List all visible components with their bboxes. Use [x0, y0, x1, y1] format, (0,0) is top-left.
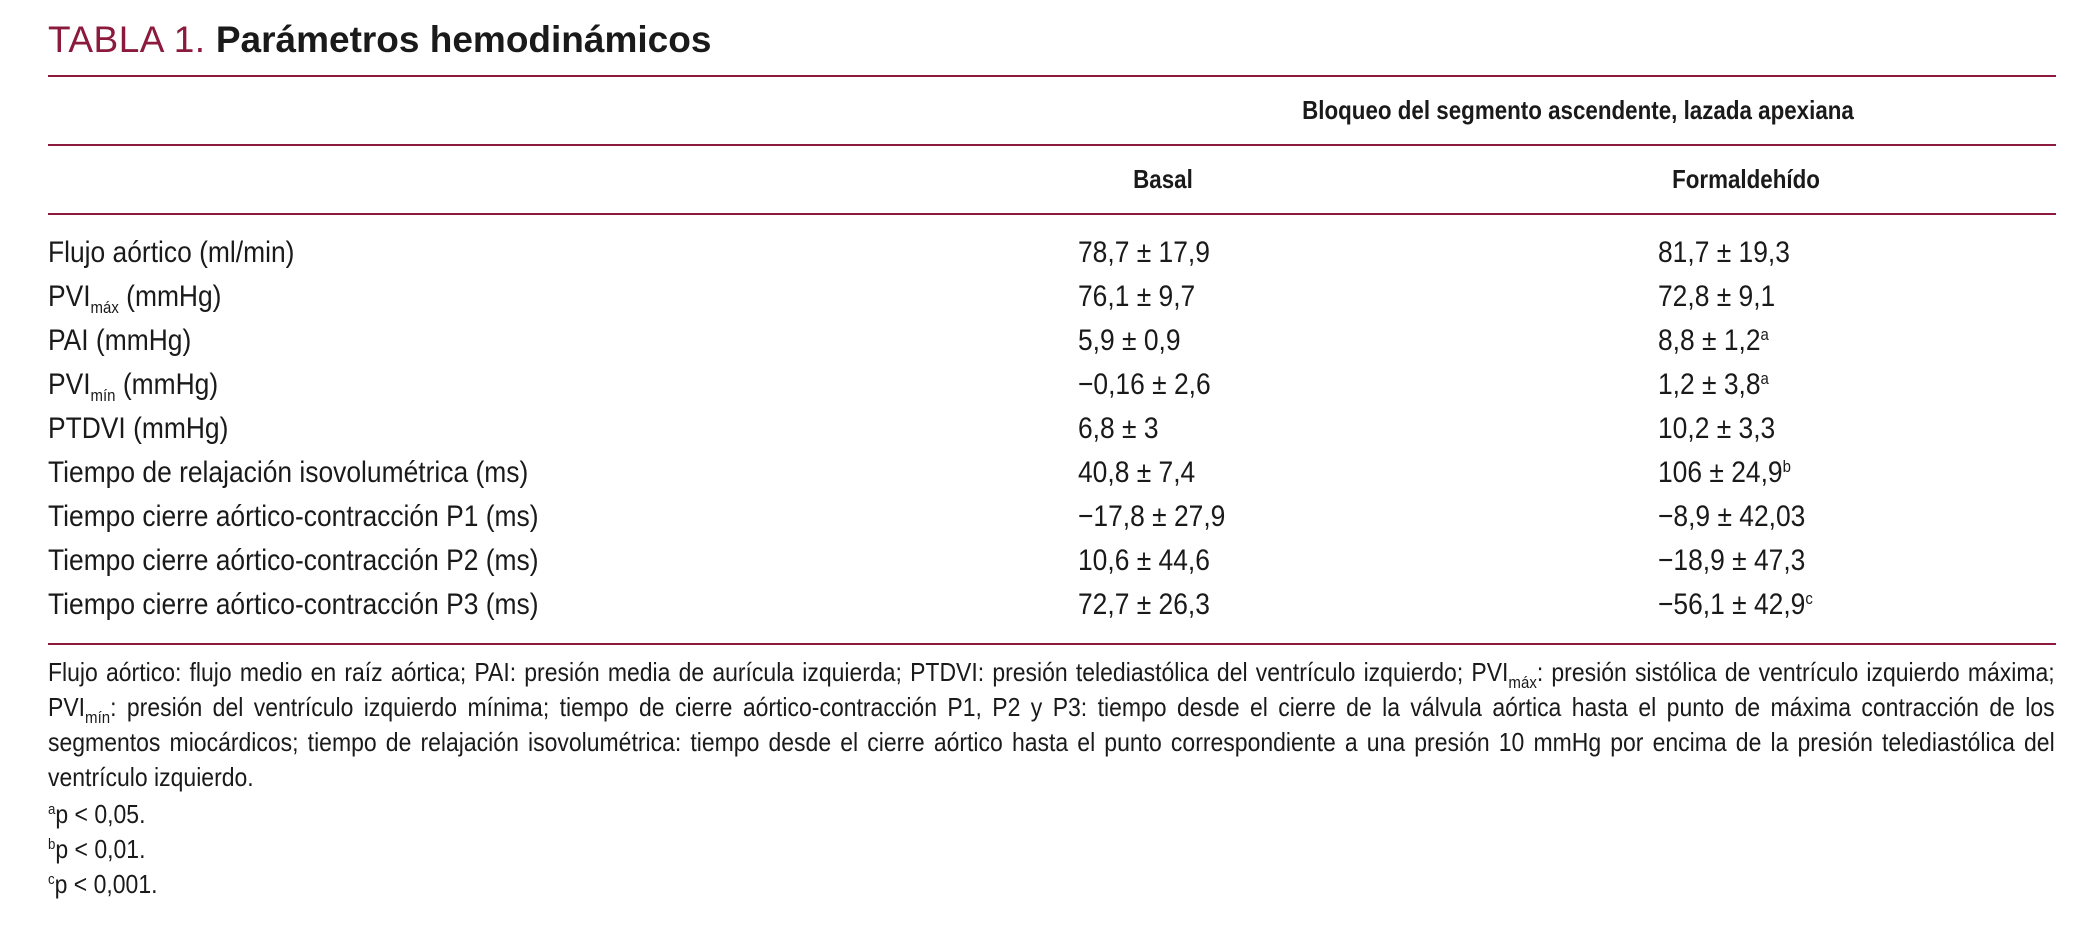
column-header-basal: Basal: [1133, 164, 1193, 194]
footnote-a: [48, 797, 1823, 832]
row-label: Tiempo cierre aórtico-contracción P3 (ms): [48, 588, 539, 621]
row-label-main: PVI: [48, 368, 91, 401]
table-row: [48, 231, 2056, 275]
cell-value: 106 ± 24,9: [1658, 456, 1783, 489]
footnote-b: [48, 832, 1823, 867]
cell-basal: −17,8 ± 27,9: [1078, 500, 1226, 533]
note-subscript: máx: [1508, 673, 1537, 692]
cell-formaldehido: 81,7 ± 19,3: [1658, 236, 1790, 269]
note-text: Flujo aórtico: flujo medio en raíz aórtica; PAI: presión media de aurícula izquierda; PTDVI: presión telediastólica del ventrículo izquierdo; PVI: [48, 657, 1509, 687]
cell-basal: −0,16 ± 2,6: [1078, 368, 1211, 401]
table-row: [48, 319, 2056, 363]
cell-basal: 5,9 ± 0,9: [1078, 324, 1181, 357]
abbreviations-note: [48, 655, 2055, 797]
footnote-text: p < 0,01.: [55, 834, 146, 864]
column-header-formaldehido: Formaldehído: [1672, 164, 1820, 194]
row-label: Tiempo de relajación isovolumétrica (ms): [48, 456, 529, 489]
row-label: PTDVI (mmHg): [48, 412, 229, 445]
cell-basal: 78,7 ± 17,9: [1078, 236, 1210, 269]
table-title: [48, 14, 2056, 66]
cell-basal: 40,8 ± 7,4: [1078, 456, 1196, 489]
cell-formaldehido: 72,8 ± 9,1: [1658, 280, 1776, 313]
table-title-text: Parámetros hemodinámicos: [215, 19, 712, 60]
bottom-rule: [48, 643, 2056, 645]
row-label: [48, 275, 221, 319]
cell-value: −56,1 ± 42,9: [1658, 588, 1806, 621]
column-header-row: [48, 146, 2056, 213]
header-rule: [48, 213, 2056, 215]
row-label: Tiempo cierre aórtico-contracción P2 (ms): [48, 544, 539, 577]
row-label: [48, 363, 218, 407]
footnote-text: p < 0,05.: [55, 799, 146, 829]
table-notes: [48, 655, 2056, 902]
footnote-c: [48, 867, 1823, 902]
significance-mark: a: [1760, 325, 1769, 344]
row-label: PAI (mmHg): [48, 324, 192, 357]
row-label: Flujo aórtico (ml/min): [48, 236, 295, 269]
cell-basal: 72,7 ± 26,3: [1078, 588, 1210, 621]
table-row: [48, 583, 2056, 627]
note-text: : presión del ventrículo izquierdo mínima; tiempo de cierre aórtico-contracción P1, P2 y P3: tiempo desde el cierre de la válvula aórtica hasta el punto de máxima contracción de los segmentos miocárdicos; tiempo de relajación isovolumétrica: tiempo desde el cierre aórtico hasta el punto correspondiente a una presión 10 mmHg por encima de la presión telediastólica del ventrículo izquierdo.: [48, 692, 2055, 792]
table-label: TABLA 1.: [48, 19, 206, 60]
table-row: [48, 407, 2056, 451]
cell-formaldehido: [1658, 451, 1791, 495]
row-label-subscript: mín: [90, 386, 116, 405]
note-text: : presión sistólica de ventrículo izquierdo máxima; PVI: [48, 657, 2055, 722]
significance-mark: c: [1805, 589, 1813, 608]
table-row: [48, 275, 2056, 319]
group-header-row: [48, 77, 2056, 144]
cell-value: 8,8 ± 1,2: [1658, 324, 1761, 357]
cell-formaldehido: [1658, 363, 1769, 407]
cell-basal: 10,6 ± 44,6: [1078, 544, 1210, 577]
row-label-main: PVI: [48, 280, 91, 313]
row-label: Tiempo cierre aórtico-contracción P1 (ms): [48, 500, 539, 533]
cell-formaldehido: −18,9 ± 47,3: [1658, 544, 1806, 577]
cell-formaldehido: [1658, 319, 1769, 363]
significance-mark: b: [1782, 457, 1791, 476]
row-label-tail: (mmHg): [115, 368, 219, 401]
footnote-mark: c: [48, 871, 55, 888]
row-label-subscript: máx: [90, 298, 119, 317]
table-row: [48, 539, 2056, 583]
table-container: [48, 14, 2056, 902]
group-header: Bloqueo del segmento ascendente, lazada apexiana: [1302, 95, 1854, 125]
row-label-tail: (mmHg): [118, 280, 222, 313]
table-row: [48, 451, 2056, 495]
cell-formaldehido: 10,2 ± 3,3: [1658, 412, 1776, 445]
cell-formaldehido: −8,9 ± 42,03: [1658, 500, 1806, 533]
table-row: [48, 495, 2056, 539]
footnote-text: p < 0,001.: [54, 869, 158, 899]
footnote-mark: b: [48, 836, 56, 853]
cell-basal: 6,8 ± 3: [1078, 412, 1159, 445]
footnote-mark: a: [48, 801, 56, 818]
note-subscript: mín: [85, 708, 111, 727]
cell-formaldehido: [1658, 583, 1813, 627]
cell-value: 1,2 ± 3,8: [1658, 368, 1761, 401]
significance-mark: a: [1760, 369, 1769, 388]
table-row: [48, 363, 2056, 407]
table-body: [48, 231, 2056, 627]
cell-basal: 76,1 ± 9,7: [1078, 280, 1196, 313]
